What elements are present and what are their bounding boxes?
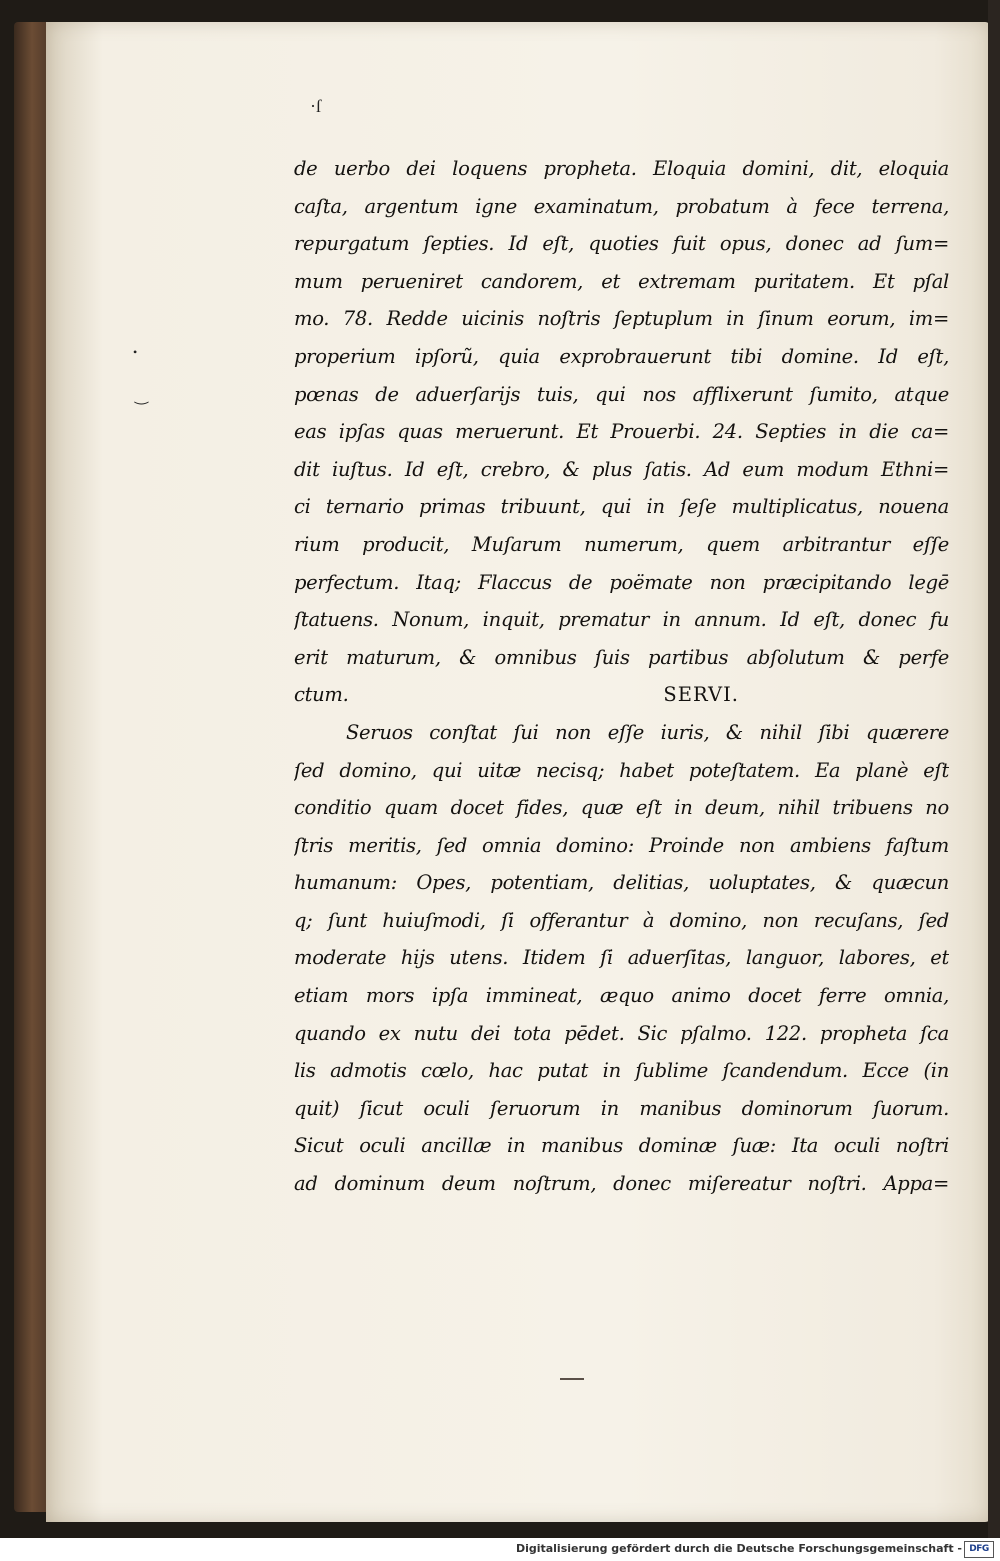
text-line: rium producit, Muſarum numerum, quem arbitrantur eſſe	[294, 532, 949, 556]
text-line: eas ipſas quas meruerunt. Et Prouerbi. 24. Septies in die ca=	[294, 420, 949, 444]
text-line: ci ternario primas tribuunt, qui in ſeſe multiplicatus, nouena	[294, 495, 949, 519]
margin-dot: •	[133, 345, 138, 359]
text-line: de uerbo dei loquens propheta. Eloquia domini, dit, eloquia	[294, 157, 949, 180]
text-line: lis admotis cœlo, hac putat in ſublime ſcandendum. Ecce (in	[294, 1059, 949, 1083]
text-line: pœnas de aduerſarijs tuis, qui nos afflixerunt ſumito, atque	[294, 382, 949, 406]
text-line: perfectum. Itaq; Flaccus de poëmate non præcipitando legē	[294, 570, 949, 594]
footer-bar	[0, 1538, 1000, 1561]
text-line: mum perueniret candorem, et extremam puritatem. Et pſal	[294, 269, 949, 293]
text-line: erit maturum, & omnibus ſuis partibus abſolutum & perfe	[294, 645, 949, 669]
text-line: ſtris meritis, ſed omnia domino: Proinde non ambiens faſtum	[294, 833, 949, 857]
text-line: etiam mors ipſa immineat, æquo animo docet ferre omnia,	[294, 984, 949, 1008]
text-line: mo. 78. Redde uicinis noſtris ſeptuplum in ſinum eorum, im=	[294, 307, 949, 331]
page-mark-dash	[560, 1378, 584, 1380]
text-line: q; ſunt huiuſmodi, ſi offerantur à domino, non recuſans, ſed	[294, 908, 949, 932]
text-line: ſtatuens. Nonum, inquit, prematur in annum. Id eſt, donec fu	[294, 608, 949, 632]
scan-edge	[988, 0, 1000, 1538]
footer-credit: Digitalisierung gefördert durch die Deutsche Forschungsgemeinschaft -	[515, 1542, 962, 1555]
text-line: repurgatum ſepties. Id eſt, quoties fuit opus, donec ad ſum=	[294, 232, 949, 256]
text-line: quit) ſicut oculi ſeruorum in manibus dominorum ſuorum.	[294, 1096, 949, 1120]
margin-tick: ‿	[135, 388, 148, 405]
text-line: Seruos conſtat ſui non eſſe iuris, & nihil ſibi quærere	[346, 720, 949, 744]
section-heading: SERVI.	[663, 683, 739, 707]
text-line: caſta, argentum igne examinatum, probatum à fece terrena,	[294, 194, 949, 218]
text-line: Sicut oculi ancillæ in manibus dominæ ſuæ: Ita oculi noſtri	[294, 1134, 949, 1158]
body-text	[294, 150, 949, 1203]
text-line: properium ipſorũ, quia exprobrauerunt tibi domine. Id eſt,	[294, 344, 949, 368]
text-line: conditio quam docet fides, quæ eſt in deum, nihil tribuens no	[294, 796, 949, 820]
text-line: dit iuſtus. Id eſt, crebro, & plus ſatis. Ad eum modum Ethni=	[294, 457, 949, 481]
heading-line	[294, 676, 949, 714]
text-line: humanum: Opes, potentiam, delitias, uoluptates, & quæcun	[294, 871, 949, 895]
text-line: ſed domino, qui uitæ necisq; habet poteſtatem. Ea planè eſt	[294, 758, 949, 782]
top-mark: ·ſ	[310, 96, 321, 116]
text-line-fragment: ctum.	[294, 683, 349, 707]
text-line: quando ex nutu dei tota pēdet. Sic pſalmo. 122. propheta ſca	[294, 1021, 949, 1045]
text-line: ad dominum deum noſtrum, donec miſereatur noſtri. Appa=	[294, 1172, 949, 1196]
text-line: moderate hijs utens. Itidem ſi aduerſitas, languor, labores, et	[294, 946, 949, 970]
dfg-logo: DFG	[964, 1541, 994, 1558]
